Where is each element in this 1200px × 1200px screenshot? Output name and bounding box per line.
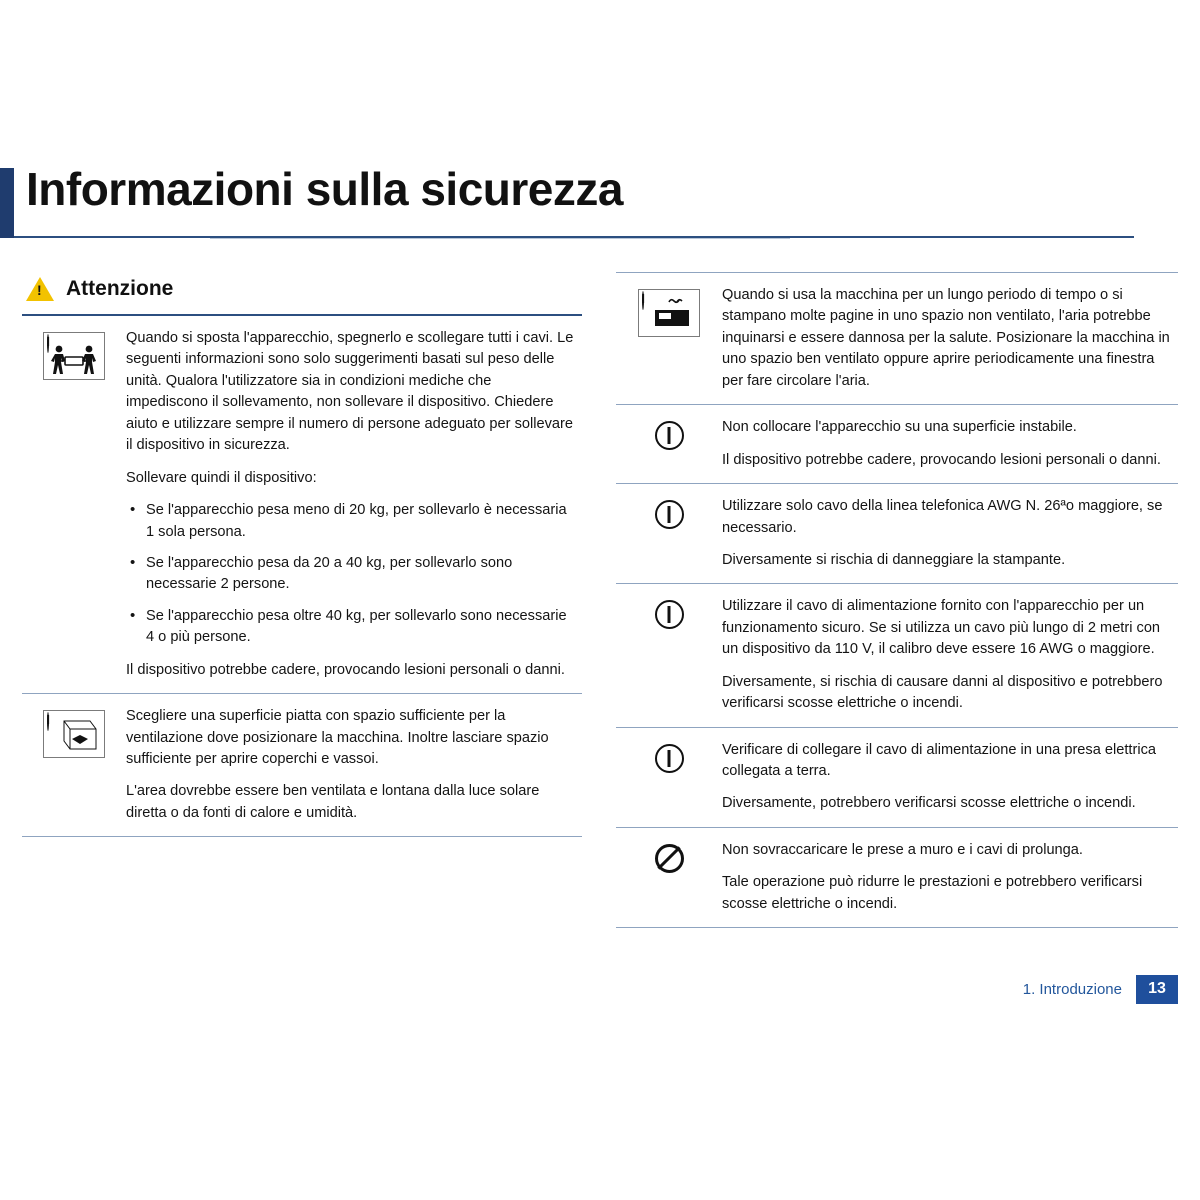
notice-paragraph: Sollevare quindi il dispositivo: <box>126 469 317 486</box>
notice-paragraph: Scegliere una superficie piatta con spazio sufficiente per la ventilazione dove posizionare la macchina. Inoltre lasciare spazio sufficiente per aprire coperchi e vassoi. <box>126 708 549 767</box>
notice-paragraph: Diversamente, potrebbero verificarsi scosse elettriche o incendi. <box>722 795 1136 812</box>
notice-bullet-item: • Se l'apparecchio pesa meno di 20 kg, per sollevarlo è necessaria 1 sola persona. <box>126 500 576 543</box>
notice-icon-cell <box>22 706 126 758</box>
notice-bullet-list <box>126 500 576 649</box>
notice-paragraph: Il dispositivo potrebbe cadere, provocando lesioni personali o danni. <box>722 451 1161 468</box>
right-column <box>616 272 1178 928</box>
notice-row <box>616 828 1178 928</box>
left-notice-list <box>22 316 582 837</box>
notice-paragraph: Diversamente si rischia di danneggiare la stampante. <box>722 551 1066 568</box>
footer-section-label: 1. Introduzione <box>1022 981 1122 998</box>
warning-triangle-icon <box>26 277 54 301</box>
notice-text <box>722 596 1178 714</box>
notice-paragraph: Utilizzare il cavo di alimentazione fornito con l'apparecchio per un funzionamento sicuro. Se si utilizza un cavo più lungo di 2 metri con un dispositivo da 110 V, il calibro deve essere 16 AWG o maggiore. <box>722 598 1161 658</box>
notice-icon-cell <box>616 740 722 773</box>
ventilation-heat-icon <box>638 289 700 337</box>
notice-text <box>722 496 1178 571</box>
notice-text <box>722 285 1178 392</box>
notice-paragraph: Quando si sposta l'apparecchio, spegnerlo e scollegare tutti i cavi. Le seguenti informazioni sono solo suggerimenti basati sul peso delle unità. Qualora l'utilizzatore sia in condizioni mediche che impediscono il sollevamento, non sollevare il dispositivo. Chiedere aiuto e utilizzare sempre il numero di persone adeguato per sollevare il dispositivo in sicurezza. <box>126 330 574 454</box>
notice-icon-cell <box>616 840 722 873</box>
notice-row <box>22 694 582 837</box>
two-people-lifting-icon <box>43 332 105 380</box>
notice-icon-cell <box>616 285 722 337</box>
notice-row <box>616 584 1178 727</box>
notice-paragraph: Non collocare l'apparecchio su una superficie instabile. <box>722 419 1077 436</box>
exclamation-circle-icon <box>655 744 684 773</box>
notice-paragraph: Utilizzare solo cavo della linea telefonica AWG N. 26ªo maggiore, se necessario. <box>722 498 1163 536</box>
page-number-badge: 13 <box>1136 975 1178 1004</box>
exclamation-circle-icon <box>655 500 684 529</box>
page-footer <box>1023 975 1178 1004</box>
notice-paragraph: Quando si usa la macchina per un lungo periodo di tempo o si stampano molte pagine in uno spazio non ventilato, l'aria potrebbe inquinarsi e essere dannosa per la salute. Posizionare la macchina in uno spazio ben ventilato oppure aprire periodicamente una finestra per fare circolare l'aria. <box>722 287 1170 389</box>
notice-paragraph: L'area dovrebbe essere ben ventilata e lontana dalla luce solare diretta o da fonti di calore e umidità. <box>126 783 540 821</box>
caution-label: Attenzione <box>66 277 174 300</box>
notice-row <box>22 316 582 694</box>
exclamation-circle-icon <box>655 600 684 629</box>
title-accent-bar <box>0 168 14 238</box>
notice-text <box>722 840 1178 915</box>
notice-icon-cell <box>616 496 722 529</box>
notice-icon-cell <box>616 417 722 450</box>
notice-row <box>616 484 1178 584</box>
notice-bullet-item: • Se l'apparecchio pesa oltre 40 kg, per sollevarlo sono necessarie 4 o più persone. <box>126 606 576 649</box>
left-column <box>22 272 582 837</box>
page-header <box>0 163 1200 238</box>
notice-row <box>616 405 1178 484</box>
notice-paragraph: Il dispositivo potrebbe cadere, provocando lesioni personali o danni. <box>126 661 565 678</box>
caution-heading <box>22 272 582 306</box>
title-divider-secondary <box>210 238 790 239</box>
notice-text <box>126 706 582 824</box>
notice-text <box>722 740 1178 815</box>
notice-row <box>616 728 1178 828</box>
page-title: Informazioni sulla sicurezza <box>26 163 623 215</box>
notice-paragraph: Tale operazione può ridurre le prestazioni e potrebbero verificarsi scosse elettriche o incendi. <box>722 874 1143 912</box>
notice-icon-cell <box>616 596 722 629</box>
notice-icon-cell <box>22 328 126 380</box>
notice-paragraph: Non sovraccaricare le prese a muro e i cavi di prolunga. <box>722 841 1083 858</box>
prohibition-icon <box>655 844 684 873</box>
notice-paragraph: Verificare di collegare il cavo di alimentazione in una presa elettrica collegata a terra. <box>722 741 1156 779</box>
notice-text <box>126 328 582 681</box>
exclamation-circle-icon <box>655 421 684 450</box>
notice-row <box>616 272 1178 405</box>
notice-bullet-item: • Se l'apparecchio pesa da 20 a 40 kg, per sollevarlo sono necessarie 2 persone. <box>126 553 576 596</box>
flat-surface-placement-icon <box>43 710 105 758</box>
right-notice-list <box>616 272 1178 928</box>
notice-text <box>722 417 1178 471</box>
notice-paragraph: Diversamente, si rischia di causare danni al dispositivo e potrebbero verificarsi scosse elettriche o incendi. <box>722 673 1163 712</box>
